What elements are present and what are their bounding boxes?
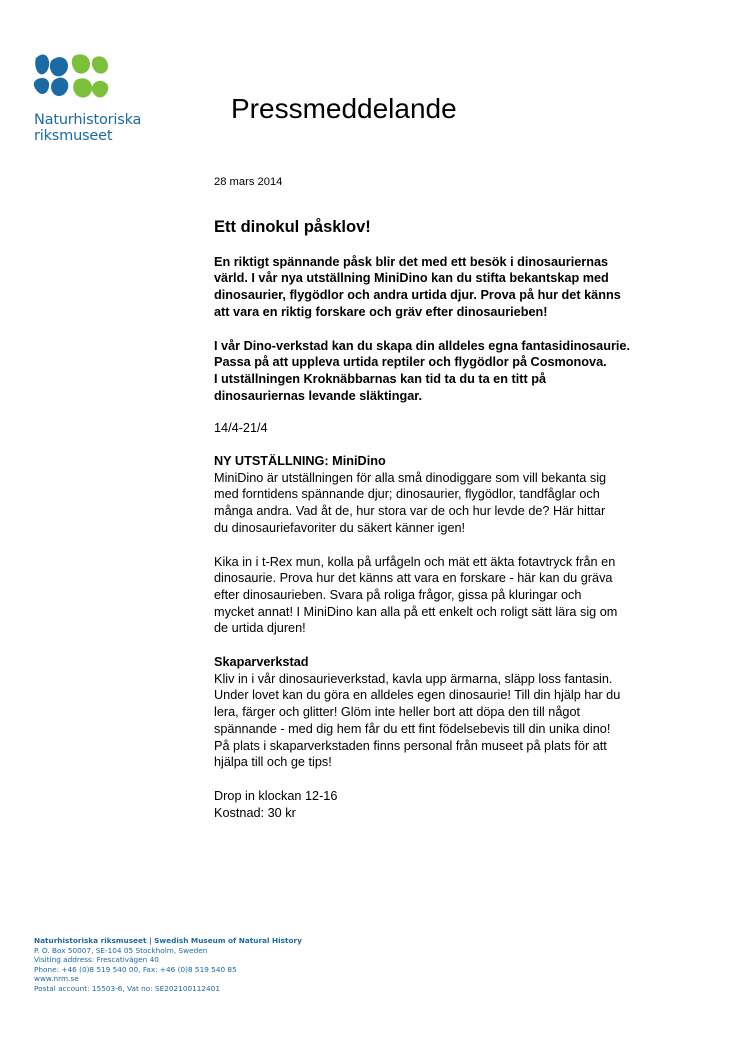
footer-visiting-address: Visiting address: Frescativägen 40 (34, 955, 159, 965)
text-line: de urtida djuren! (214, 621, 306, 636)
text-line: lera, färger och glitter! Glöm inte heller bort att döpa den till något (214, 705, 581, 720)
footer-postal-account: Postal account: 15503-6, Vat no: SE202100112401 (34, 983, 220, 993)
text-line: MiniDino är utställningen för alla små dinodiggare som vill bekanta sig (214, 470, 607, 485)
headline: Ett dinokul påsklov! (214, 217, 371, 236)
lead-paragraph-1 (214, 254, 684, 321)
footer-address: P. O. Box 50007, SE-104 05 Stockholm, Sweden (34, 945, 208, 955)
text-line: Kliv in i vår dinosaurieverkstad, kavla upp ärmarna, släpp loss fantasin. (214, 671, 613, 686)
text-line: med forntidens spännande djur; dinosaurier, flygödlor, tandfåglar och (214, 487, 600, 502)
text-line: du dinosauriefavoriter du säkert känner igen! (214, 520, 466, 535)
lead2-line: Passa på att uppleva urtida reptiler och flygödlor på Cosmonova. (214, 355, 607, 370)
document-type-title: Pressmeddelande (231, 93, 457, 124)
event-dates: 14/4-21/4 (214, 421, 268, 436)
text-line: dinosaurie. Prova hur det känns att vara en forskare - här kan du gräva (214, 571, 613, 586)
section-workshop-title: Skaparverkstad (214, 655, 309, 670)
info-line: Kostnad: 30 kr (214, 805, 296, 820)
lead1-line: att vara en riktig forskare och gräv efter dinosaurieben! (214, 304, 548, 319)
section-minidino-paragraph-2 (214, 554, 684, 638)
footer-title: Naturhistoriska riksmuseet | Swedish Museum of Natural History (34, 936, 302, 945)
lead1-line: dinosaurier, flygödlor och andra urtida djur. Prova på hur det känns (214, 288, 621, 303)
lead2-line: I utställningen Kroknäbbarnas kan tid ta du ta en titt på (214, 371, 547, 386)
museum-logo (32, 50, 162, 106)
footer-phone: Phone: +46 (0)8 519 540 00, Fax: +46 (0)8 519 540 85 (34, 964, 237, 974)
text-line: På plats i skaparverkstaden finns personal från museet på plats för att (214, 738, 607, 753)
logo-name-line1: Naturhistoriska (34, 112, 142, 128)
lead1-line: värld. I vår nya utställning MiniDino kan du stifta bekantskap med (214, 271, 609, 286)
text-line: Under lovet kan du göra en alldeles egen dinosaurie! Till din hjälp har du (214, 688, 621, 703)
text-line: många andra. Vad åt de, hur stora var de och hur levde de? Här hittar (214, 504, 606, 519)
text-line: Kika in i t-Rex mun, kolla på urfågeln och mät ett äkta fotavtryck från en (214, 554, 616, 569)
text-line: efter dinosaurieben. Svara på roliga frågor, gissa på kluringar och (214, 587, 582, 602)
logo-wordmark (34, 112, 174, 144)
press-release-body (214, 174, 684, 838)
logo-mark-icon (32, 50, 112, 106)
section-workshop-info (214, 788, 684, 821)
section-minidino-title: NY UTSTÄLLNING: MiniDino (214, 454, 386, 469)
lead1-line: En riktigt spännande påsk blir det med ett besök i dinosauriernas (214, 254, 609, 269)
footer-website: www.nrm.se (34, 974, 79, 984)
lead2-line: dinosauriernas levande släktingar. (214, 388, 423, 403)
lead-paragraph-2 (214, 338, 684, 405)
footer-contact (34, 936, 434, 994)
info-line: Drop in klockan 12-16 (214, 788, 338, 803)
text-line: spännande - med dig hem får du ett fint födelsebevis till din unika dino! (214, 721, 611, 736)
text-line: hjälpa till och ge tips! (214, 755, 332, 770)
text-line: mycket annat! I MiniDino kan alla på ett enkelt och roligt sätt lära sig om (214, 604, 618, 619)
lead2-line: I vår Dino-verkstad kan du skapa din alldeles egna fantasidinosaurie. (214, 338, 631, 353)
section-minidino-paragraph-1 (214, 470, 684, 537)
release-date: 28 mars 2014 (214, 176, 283, 188)
section-workshop-paragraph-1 (214, 671, 684, 771)
logo-name-line2: riksmuseet (34, 128, 113, 144)
